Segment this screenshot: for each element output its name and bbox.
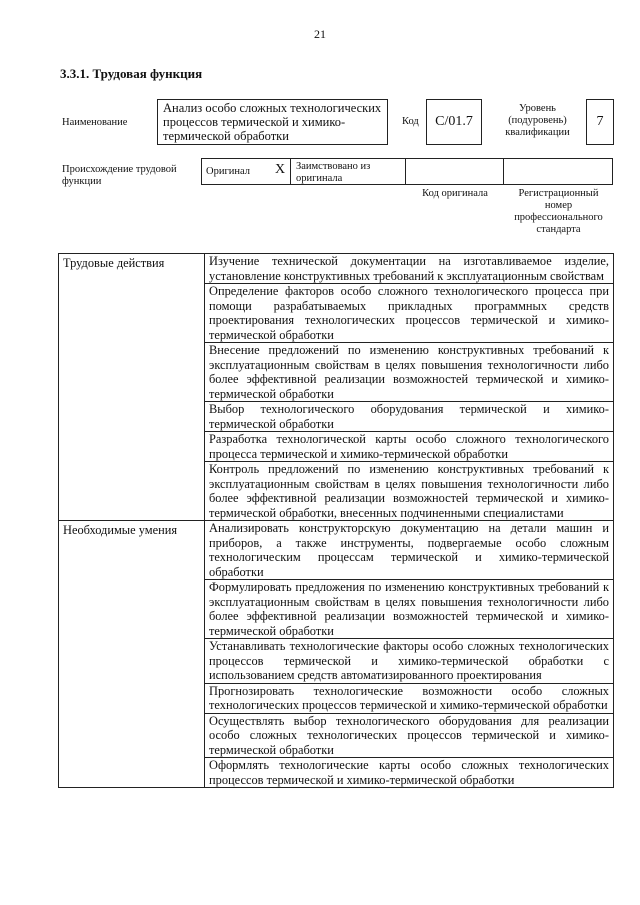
original-code-label: Код оригинала [422, 188, 488, 199]
function-name-box: Анализ особо сложных технологических процессов термической и химико-термической обработки [157, 99, 388, 145]
code-box: C/01.7 [426, 99, 482, 145]
skill-item: Осуществлять выбор технологического оборудования для реализации особо сложных технологических процессов термической и химико-термической обработки [205, 713, 614, 758]
labor-action-item: Выбор технологического оборудования термической и химико-термической обработки [205, 402, 614, 432]
origin-divider [290, 158, 291, 185]
labor-action-item: Определение факторов особо сложного технологического процесса при помощи разрабатываемых прикладных программных средств проектирования технологических процессов термической и химико-термической обработки [205, 284, 614, 343]
borrowed-label: Заимствовано из оригинала [296, 161, 371, 184]
level-box: 7 [586, 99, 614, 145]
origin-label: Происхождение трудовой функции [62, 164, 177, 187]
labor-action-item: Внесение предложений по изменению конструктивных требований к эксплуатационным свойствам в целях повышения технологичности либо более эффективной реализации возможностей термической и химико-термической обработки [205, 343, 614, 402]
table-row [59, 521, 614, 580]
level-label: Уровень (подуровень) квалификации [505, 103, 570, 138]
section-title: 3.3.1. Трудовая функция [60, 66, 203, 81]
page-number: 21 [314, 27, 326, 41]
skill-item: Устанавливать технологические факторы особо сложных технологических процессов термической и химико-термической обработки с использованием средств автоматизированного проектирования [205, 639, 614, 684]
skill-item: Анализировать конструкторскую документацию на детали машин и приборов, а также инструменты, подвергаемые особо сложным технологическим процессам термической и химико-термической обработки [205, 521, 614, 580]
labor-action-item: Контроль предложений по изменению конструктивных требований к эксплуатационным свойствам в целях повышения технологичности либо более эффективной реализации возможностей термической и химико-термической обработки, внесенных подчиненными специалистами [205, 462, 614, 521]
skill-item: Прогнозировать технологические возможности особо сложных технологических процессов термической и химико-термической обработки [205, 683, 614, 713]
original-mark: X [275, 162, 286, 177]
origin-divider [503, 158, 504, 185]
labor-actions-label: Трудовые действия [59, 254, 205, 521]
required-skills-label: Необходимые умения [59, 521, 205, 788]
skill-item: Формулировать предложения по изменению конструктивных требований к эксплуатационным свойствам в целях повышения технологичности либо более эффективной реализации возможностей термической и химико-термической обработки [205, 580, 614, 639]
function-table [58, 253, 614, 788]
skill-item: Оформлять технологические карты особо сложных технологических процессов термической и химико-термической обработки [205, 758, 614, 788]
labor-action-item: Изучение технической документации на изготавливаемое изделие, установление конструктивных требований к эксплуатационным свойствам [205, 254, 614, 284]
name-label: Наименование [62, 117, 128, 128]
code-label: Код [402, 116, 419, 127]
origin-strip [201, 158, 613, 185]
original-label: Оригинал [206, 166, 250, 177]
reg-number-label: Регистрационный номер профессионального стандарта [514, 188, 603, 235]
labor-action-item: Разработка технологической карты особо сложного технологического процесса термической и химико-термической обработки [205, 432, 614, 462]
table-row [59, 254, 614, 284]
